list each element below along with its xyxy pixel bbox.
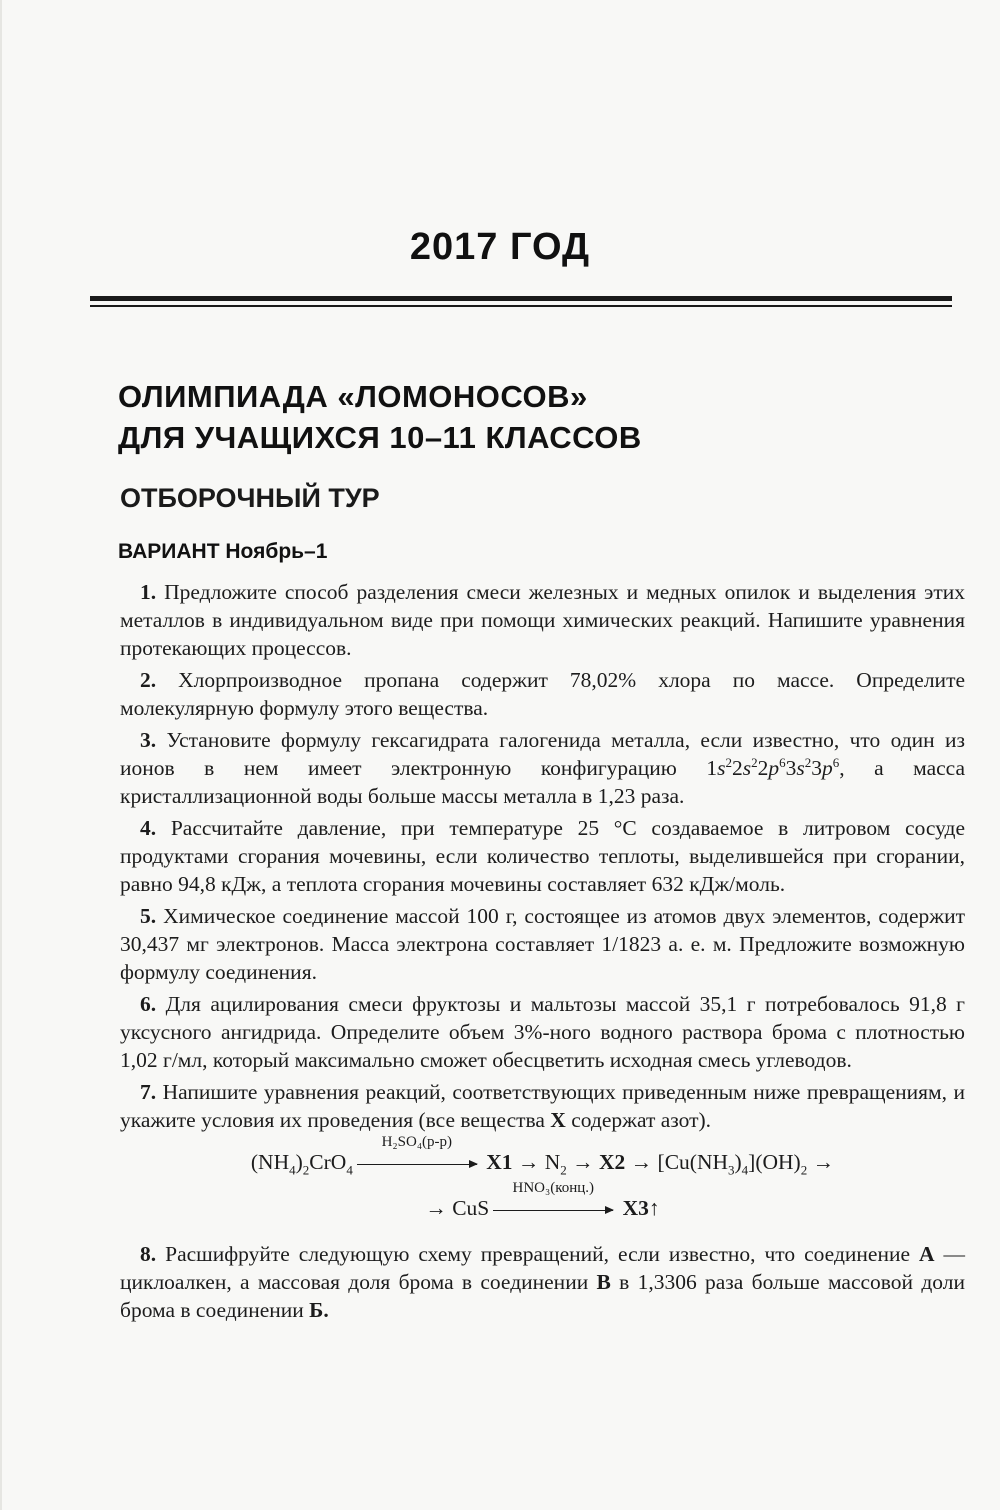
compound-label: Б. [309,1298,329,1322]
scheme-line-2: → CuS HNO₃(конц.) X3↑ [120,1194,965,1222]
problem-1 [120,578,965,662]
compound-label: А [918,1242,935,1266]
problem-number: 1. [140,580,157,604]
problem-list [120,578,965,1328]
problem-8 [120,1240,965,1324]
title-rule-thick [90,296,952,301]
olympiad-title-line-1: ОЛИМПИАДА «ЛОМОНОСОВ» [118,379,588,414]
title-rule-thin [90,305,952,307]
problem-number: 4. [140,816,157,840]
problem-number: 8. [140,1242,157,1266]
scheme-line-1: $(NH_4)_2CrO_4$ H₂SO₄(р-р) $X1 \to N_2 \to X2 \to [Cu(NH_3)_4](OH)_2$ → [120,1148,965,1176]
problem-text: Предложите способ разделения смеси железных и медных опилок и выделения этих металлов в индивидуальном виде при помощи химических реакций. Напишите уравнения протекающих процессов. [120,580,965,660]
variant-title: ВАРИАНТ Ноябрь–1 [118,540,328,563]
problem-number: 7. [140,1080,157,1104]
reaction-condition: HNO₃(конц.) [512,1180,595,1196]
problem-text: Для ацилирования смеси фруктозы и мальтозы массой 35,1 г потребовалось 91,8 г уксусного ангидрида. Определите объем 3%-ного водного раствора брома с плотностью 1,02 г/мл, который максимально сможет обесцветить исходная смесь углеводов. [120,992,965,1072]
olympiad-title-line-2: ДЛЯ УЧАЩИХСЯ 10–11 КЛАССОВ [118,420,642,455]
problem-text: в 1,3306 раза больше массовой доли брома в соединении [120,1270,965,1322]
substance-label: X [550,1108,566,1132]
arrow-icon [493,1210,613,1211]
year-title: 2017 ГОД [409,226,591,268]
problem-2 [120,666,965,722]
arrow-icon [357,1164,477,1165]
reaction-condition: H₂SO₄(р-р) [381,1134,453,1150]
scheme-substance: $[Cu(NH_3)_4](OH)_2$ [657,1150,808,1178]
problem-5 [120,902,965,986]
problem-6 [120,990,965,1074]
problem-text: содержат азот). [571,1108,712,1132]
problem-text: Рассчитайте давление, при температуре 25 °C создаваемое в литровом сосуде продуктами сгорания мочевины, если количество теплоты, выделившейся при сгорании, равно 94,8 кДж, а теплота сгорания мочевины составляет 632 кДж/моль. [120,816,966,896]
problem-7 [120,1078,965,1134]
stage-title: ОТБОРОЧНЫЙ ТУР [120,483,380,513]
problem-text: — циклоалкен, а массовая доля брома в соединении [120,1242,965,1294]
scheme-substance: X3 [622,1196,649,1220]
scheme-substance: X1 [486,1150,513,1174]
scheme-substance: CuS [452,1196,490,1220]
problem-number: 5. [140,904,157,928]
reaction-arrow [353,1134,481,1176]
problem-number: 6. [140,992,157,1016]
problem-text: , а масса кристаллизационной воды больше массы металла в 1,23 раза. [120,756,965,808]
olympiad-title [118,376,958,458]
problem-4 [120,814,965,898]
scheme-substance: $N_2$ [544,1150,567,1178]
problem-text: Напишите уравнения реакций, соответствующих приведенным ниже превращениям, и укажите условия их проведения (все вещества [120,1080,966,1132]
compound-label: В [596,1270,611,1294]
gas-release-icon: ↑ [648,1196,660,1220]
problem-text: Расшифруйте следующую схему превращений, если известно, что соединение [165,1242,910,1266]
problem-text: Химическое соединение массой 100 г, состоящее из атомов двух элементов, содержит 30,437 мг электронов. Масса электрона составляет 1/1823 а. е. м. Предложите возможную формулу соединения. [120,904,966,984]
transformation-scheme [120,1134,965,1222]
problem-3 [120,726,965,810]
problem-text: Хлорпроизводное пропана содержит 78,02% хлора по массе. Определите молекулярную формулу этого вещества. [120,668,966,720]
scheme-substance: X2 [599,1150,626,1174]
problem-number: 2. [140,668,157,692]
problem-number: 3. [140,728,157,752]
electron-configuration: $1s^22s^22p^63s^23p^6$ [706,754,840,780]
problem-text: Установите формулу гексагидрата галогенида металла, если известно, что один из ионов в нем имеет электронную конфигурацию [120,728,965,780]
